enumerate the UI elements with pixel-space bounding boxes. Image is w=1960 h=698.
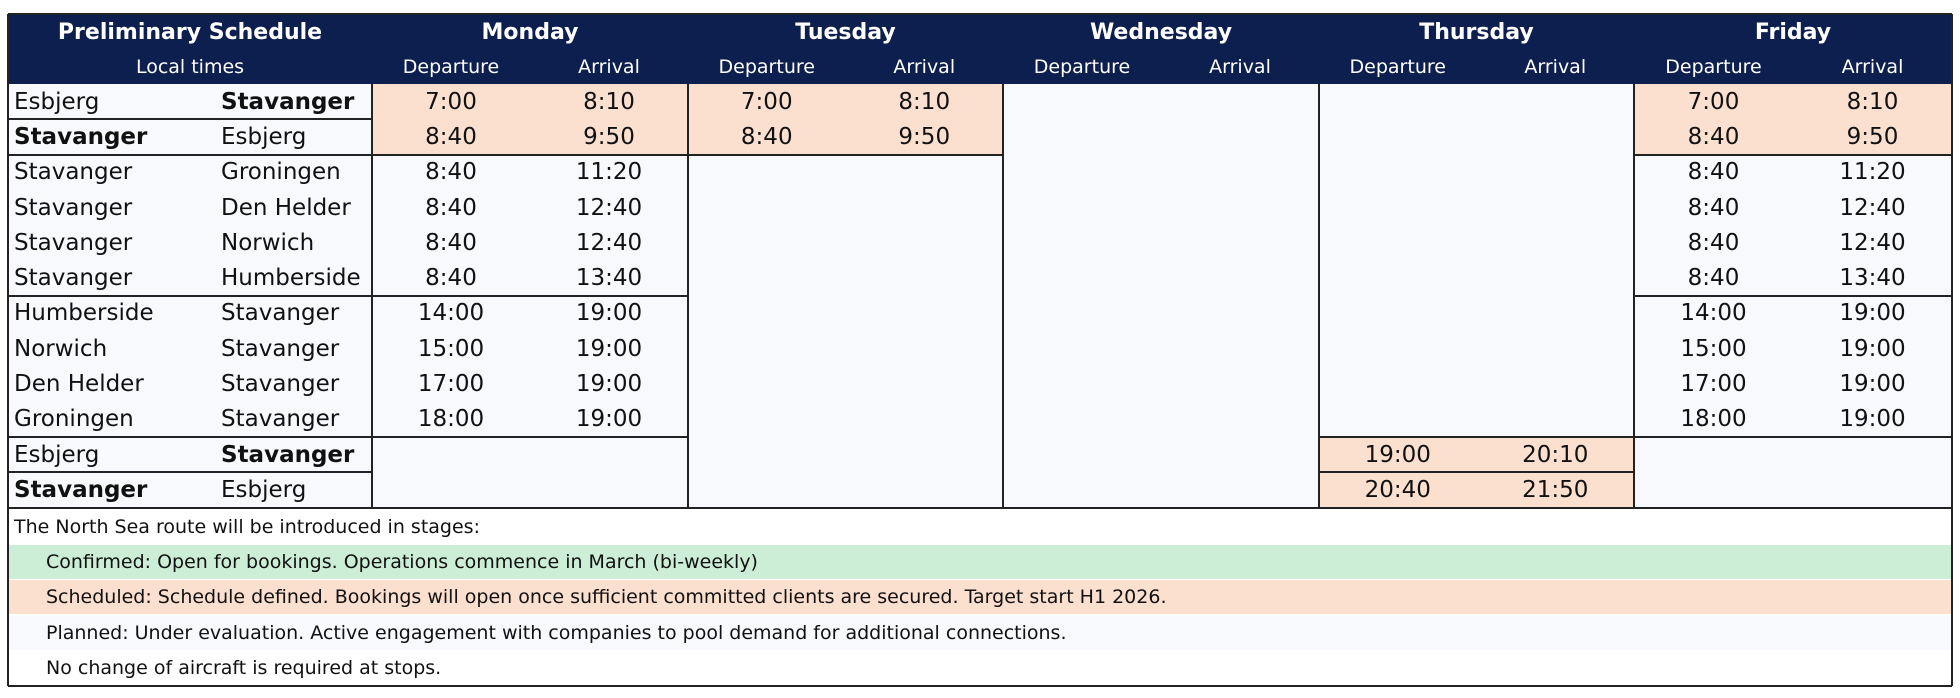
frame-right [1951,14,1953,686]
route-group-line [8,118,372,120]
route-from: Stavanger [14,194,133,221]
departure-time: 8:40 [1634,190,1793,225]
arrival-time: 19:00 [530,296,688,331]
day-separator [1318,84,1320,508]
arrival-time: 8:10 [530,84,688,119]
departure-time: 8:40 [372,155,530,190]
arrival-header-tuesday: Arrival [846,50,1004,84]
day-header-wednesday: Wednesday [1003,14,1319,50]
arrival-time: 21:50 [1477,472,1635,507]
frame-left [7,14,9,686]
arrival-time: 19:00 [1793,331,1952,366]
day-header-tuesday: Tuesday [688,14,1003,50]
friday-group-line [1634,154,1952,156]
arrival-time: 8:10 [1793,84,1952,119]
arrival-header-wednesday: Arrival [1161,50,1319,84]
day-separator [1002,84,1004,508]
route-from: Stavanger [14,159,133,186]
departure-time: 7:00 [372,84,530,119]
route-from: Den Helder [14,371,144,398]
route-to: Den Helder [221,194,351,221]
arrival-time: 11:20 [1793,155,1952,190]
departure-time: 7:00 [688,84,846,119]
monday-group-line [372,436,688,438]
departure-header-monday: Departure [372,50,530,84]
route-to: Stavanger [221,88,355,115]
departure-time: 20:40 [1319,472,1477,507]
frame-top [8,13,1952,15]
route-from: Stavanger [14,476,148,503]
departure-header-tuesday: Departure [688,50,846,84]
arrival-time: 19:00 [1793,366,1952,401]
departure-time: 17:00 [372,366,530,401]
legend-scheduled: Scheduled: Schedule defined. Bookings will open once sufficient committed clients are secured. Target start H1 2026. [8,580,1952,614]
day-header-monday: Monday [372,14,688,50]
departure-time: 17:00 [1634,366,1793,401]
departure-time: 8:40 [1634,261,1793,296]
friday-group-line [1634,295,1952,297]
route-from: Esbjerg [14,441,100,468]
route-from: Esbjerg [14,88,100,115]
route-to: Groningen [221,159,341,186]
arrival-time: 11:20 [530,155,688,190]
departure-header-friday: Departure [1634,50,1793,84]
route-from: Norwich [14,335,108,362]
departure-time: 8:40 [372,119,530,154]
route-from: Humberside [14,300,154,327]
thursday-group-line [1319,436,1634,438]
schedule-title: Preliminary Schedule [8,14,372,50]
arrival-time: 19:00 [1793,296,1952,331]
route-to: Stavanger [221,335,340,362]
route-to: Stavanger [221,441,355,468]
notes-intro: The North Sea route will be introduced in stages: [8,510,1952,544]
route-to: Esbjerg [221,476,307,503]
route-to: Stavanger [221,371,340,398]
arrival-time: 12:40 [1793,225,1952,260]
arrival-time: 19:00 [530,402,688,437]
departure-time: 8:40 [372,261,530,296]
route-group-line [8,154,372,156]
arrival-time: 12:40 [1793,190,1952,225]
departure-time: 18:00 [1634,402,1793,437]
route-to: Esbjerg [221,123,307,150]
monday-group-line [372,295,688,297]
note-aircraft: No change of aircraft is required at stops. [8,651,1952,685]
route-from: Groningen [14,406,134,433]
departure-time: 14:00 [1634,296,1793,331]
monday-group-line [372,154,688,156]
departure-time: 18:00 [372,402,530,437]
route-to: Stavanger [221,300,340,327]
arrival-header-thursday: Arrival [1477,50,1635,84]
departure-time: 8:40 [1634,119,1793,154]
arrival-header-friday: Arrival [1793,50,1952,84]
schedule-subtitle: Local times [8,50,372,84]
departure-time: 8:40 [688,119,846,154]
legend-planned: Planned: Under evaluation. Active engagement with companies to pool demand for additional connections. [8,616,1952,650]
departure-time: 8:40 [1634,155,1793,190]
day-header-thursday: Thursday [1319,14,1634,50]
arrival-time: 9:50 [1793,119,1952,154]
route-from: Stavanger [14,123,148,150]
departure-time: 15:00 [372,331,530,366]
departure-time: 7:00 [1634,84,1793,119]
arrival-time: 13:40 [1793,261,1952,296]
arrival-time: 19:00 [1793,402,1952,437]
body-bottom-line [8,507,1952,509]
route-from: Stavanger [14,229,133,256]
route-from: Stavanger [14,265,133,292]
departure-time: 8:40 [372,190,530,225]
arrival-time: 13:40 [530,261,688,296]
departure-time: 8:40 [1634,225,1793,260]
departure-time: 19:00 [1319,437,1477,472]
departure-time: 15:00 [1634,331,1793,366]
arrival-time: 9:50 [530,119,688,154]
arrival-time: 12:40 [530,190,688,225]
arrival-time: 8:10 [846,84,1004,119]
route-group-line [8,471,372,473]
arrival-time: 20:10 [1477,437,1635,472]
arrival-header-monday: Arrival [530,50,688,84]
frame-bottom [8,685,1952,687]
departure-header-wednesday: Departure [1003,50,1161,84]
arrival-time: 19:00 [530,366,688,401]
route-to: Stavanger [221,406,340,433]
route-to: Norwich [221,229,315,256]
departure-header-thursday: Departure [1319,50,1477,84]
tuesday-group-line [688,154,1003,156]
arrival-time: 19:00 [530,331,688,366]
route-group-line [8,295,372,297]
departure-time: 8:40 [372,225,530,260]
route-group-line [8,436,372,438]
arrival-time: 9:50 [846,119,1004,154]
route-to: Humberside [221,265,361,292]
arrival-time: 12:40 [530,225,688,260]
day-header-friday: Friday [1634,14,1952,50]
thursday-group-line [1319,471,1634,473]
friday-group-line [1634,436,1952,438]
legend-confirmed: Confirmed: Open for bookings. Operations commence in March (bi-weekly) [8,545,1952,579]
departure-time: 14:00 [372,296,530,331]
